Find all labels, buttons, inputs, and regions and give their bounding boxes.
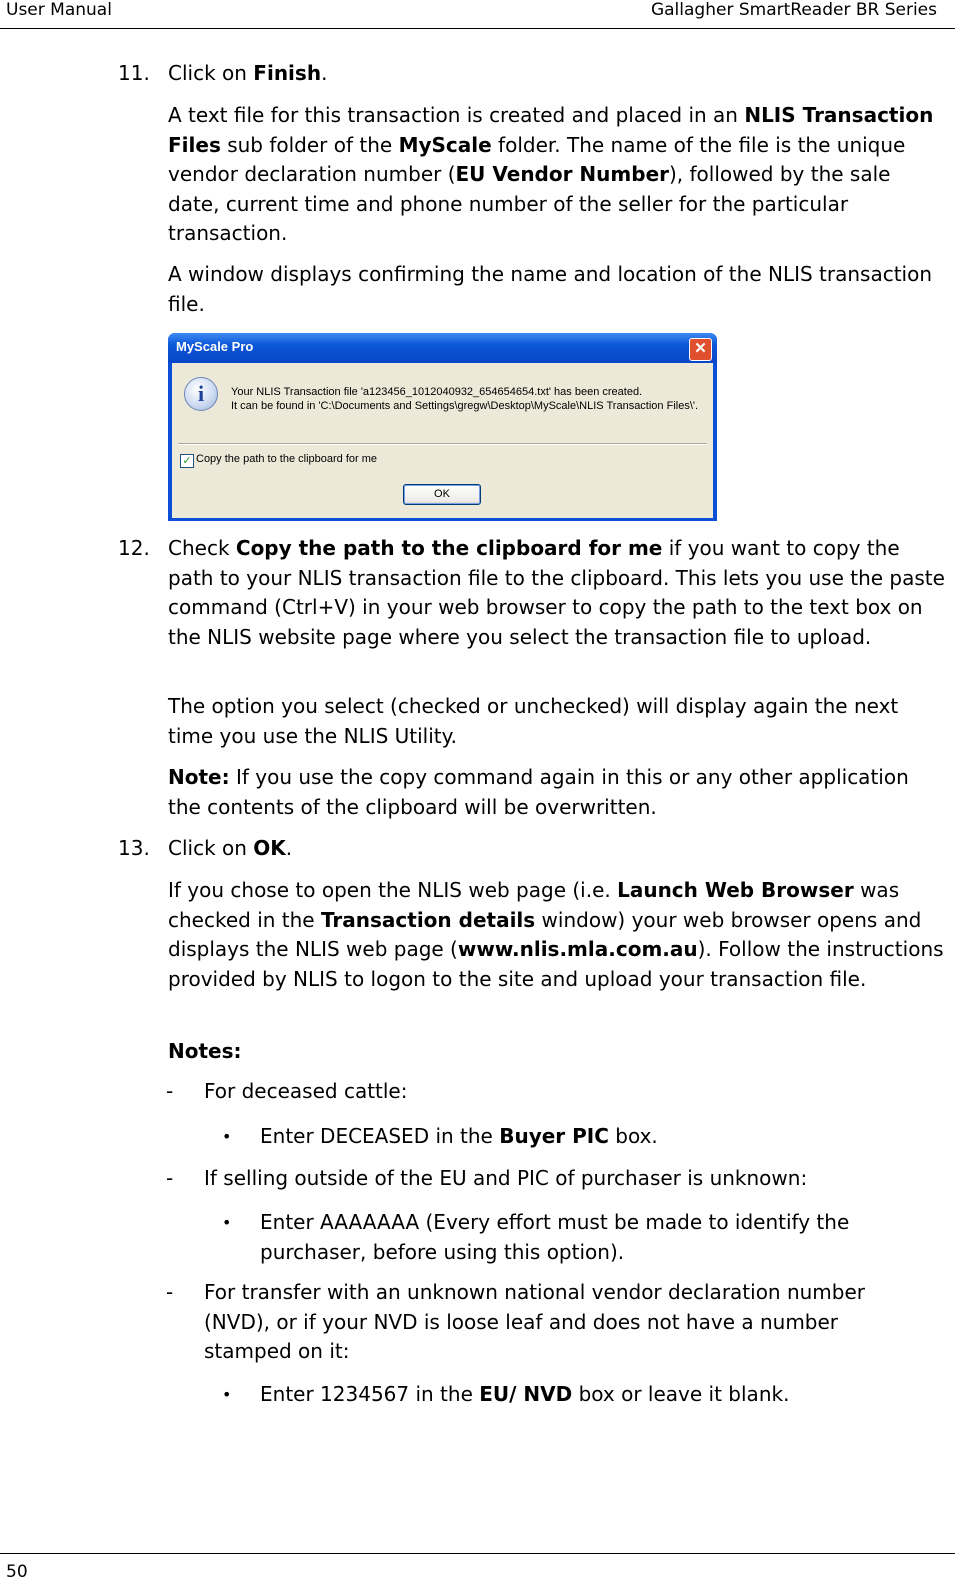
dialog-body [172, 363, 713, 518]
finish-term: Finish [253, 61, 322, 85]
dialog-titlebar [168, 333, 717, 363]
close-icon[interactable]: ✕ [689, 338, 712, 361]
copy-path-checkbox-label[interactable]: Copy the path to the clipboard for me [196, 453, 377, 465]
bullet-marker: • [222, 1127, 232, 1146]
step-12-note: Note: If you use the copy command again in this or any other application the contents of the clipboard will be overwritten. [168, 765, 909, 819]
step-11-instruction: Click on Finish. [168, 61, 328, 85]
step-12-number: 12. [118, 536, 150, 560]
nlis-url: www.nlis.mla.com.au [457, 937, 698, 961]
info-icon: i [184, 377, 218, 411]
note-item-3-bullet: Enter 1234567 in the EU/ NVD box or leave it blank. [260, 1382, 790, 1406]
bullet-marker: • [222, 1213, 232, 1232]
page-number: 50 [6, 1562, 28, 1582]
dialog-message: Your NLIS Transaction file 'a123456_1012040932_654654654.txt' has been created. It can be found in 'C:\Documents and Settings\gregw\Desktop\MyScale\NLIS Transaction Files\'. [231, 386, 699, 412]
page-footer [0, 1553, 955, 1582]
dash-marker: - [166, 1280, 174, 1304]
note-item-2-bullet: Enter AAAAAAA (Every effort must be made to identify the purchaser, before using this option). [260, 1210, 850, 1264]
note-item-2: If selling outside of the EU and PIC of purchaser is unknown: [204, 1166, 808, 1190]
copy-path-term: Copy the path to the clipboard for me [235, 536, 663, 560]
step-12-instruction: Check Copy the path to the clipboard for me if you want to copy the path to your NLIS transaction file to the clipboard. This lets you use the paste command (Ctrl+V) in your web browser to copy the path to the text box on the NLIS website page where you select the transaction file to upload. [168, 536, 945, 649]
header-product: Gallagher SmartReader BR Series [650, 0, 937, 20]
note-item-1: For deceased cattle: [204, 1079, 408, 1103]
step-13-instruction: Click on OK. [168, 836, 293, 860]
header-title: User Manual [6, 0, 112, 20]
step-13-number: 13. [118, 836, 150, 860]
dialog-separator [178, 443, 707, 445]
ok-term: OK [253, 836, 286, 860]
note-item-3: For transfer with an unknown national vendor declaration number (NVD), or if your NVD is loose leaf and does not have a number stamped on it: [204, 1280, 866, 1363]
note-label: Note: [168, 765, 230, 789]
note-item-1-bullet: Enter DECEASED in the Buyer PIC box. [260, 1124, 658, 1148]
copy-path-checkbox[interactable]: ✓ [180, 454, 194, 468]
notes-heading: Notes: [168, 1039, 242, 1063]
step-12-paragraph-1: The option you select (checked or unchecked) will display again the next time you use the NLIS Utility. [168, 694, 899, 748]
dash-marker: - [166, 1079, 174, 1103]
step-11-paragraph-2: A window displays confirming the name and location of the NLIS transaction file. [168, 262, 933, 316]
ok-button[interactable]: OK [403, 484, 481, 505]
page-header [0, 0, 955, 29]
step-11-number: 11. [118, 61, 150, 85]
myscale-dialog [168, 333, 717, 521]
dialog-title: MyScale Pro [176, 339, 254, 354]
dash-marker: - [166, 1166, 174, 1190]
step-11-paragraph-1: A text file for this transaction is created and placed in an NLIS Transaction Files sub folder of the MyScale folder. The name of the file is the unique vendor declaration number (EU Vendor Number), followed by the sale date, current time and phone number of the seller for the particular transaction. [168, 103, 934, 245]
bullet-marker: • [222, 1385, 232, 1404]
step-13-paragraph-1: If you chose to open the NLIS web page (i.e. Launch Web Browser was checked in the Transaction details window) your web browser opens and displays the NLIS web page (www.nlis.mla.com.au). Follow the instructions provided by NLIS to logon to the site and upload your transaction file. [168, 878, 944, 991]
